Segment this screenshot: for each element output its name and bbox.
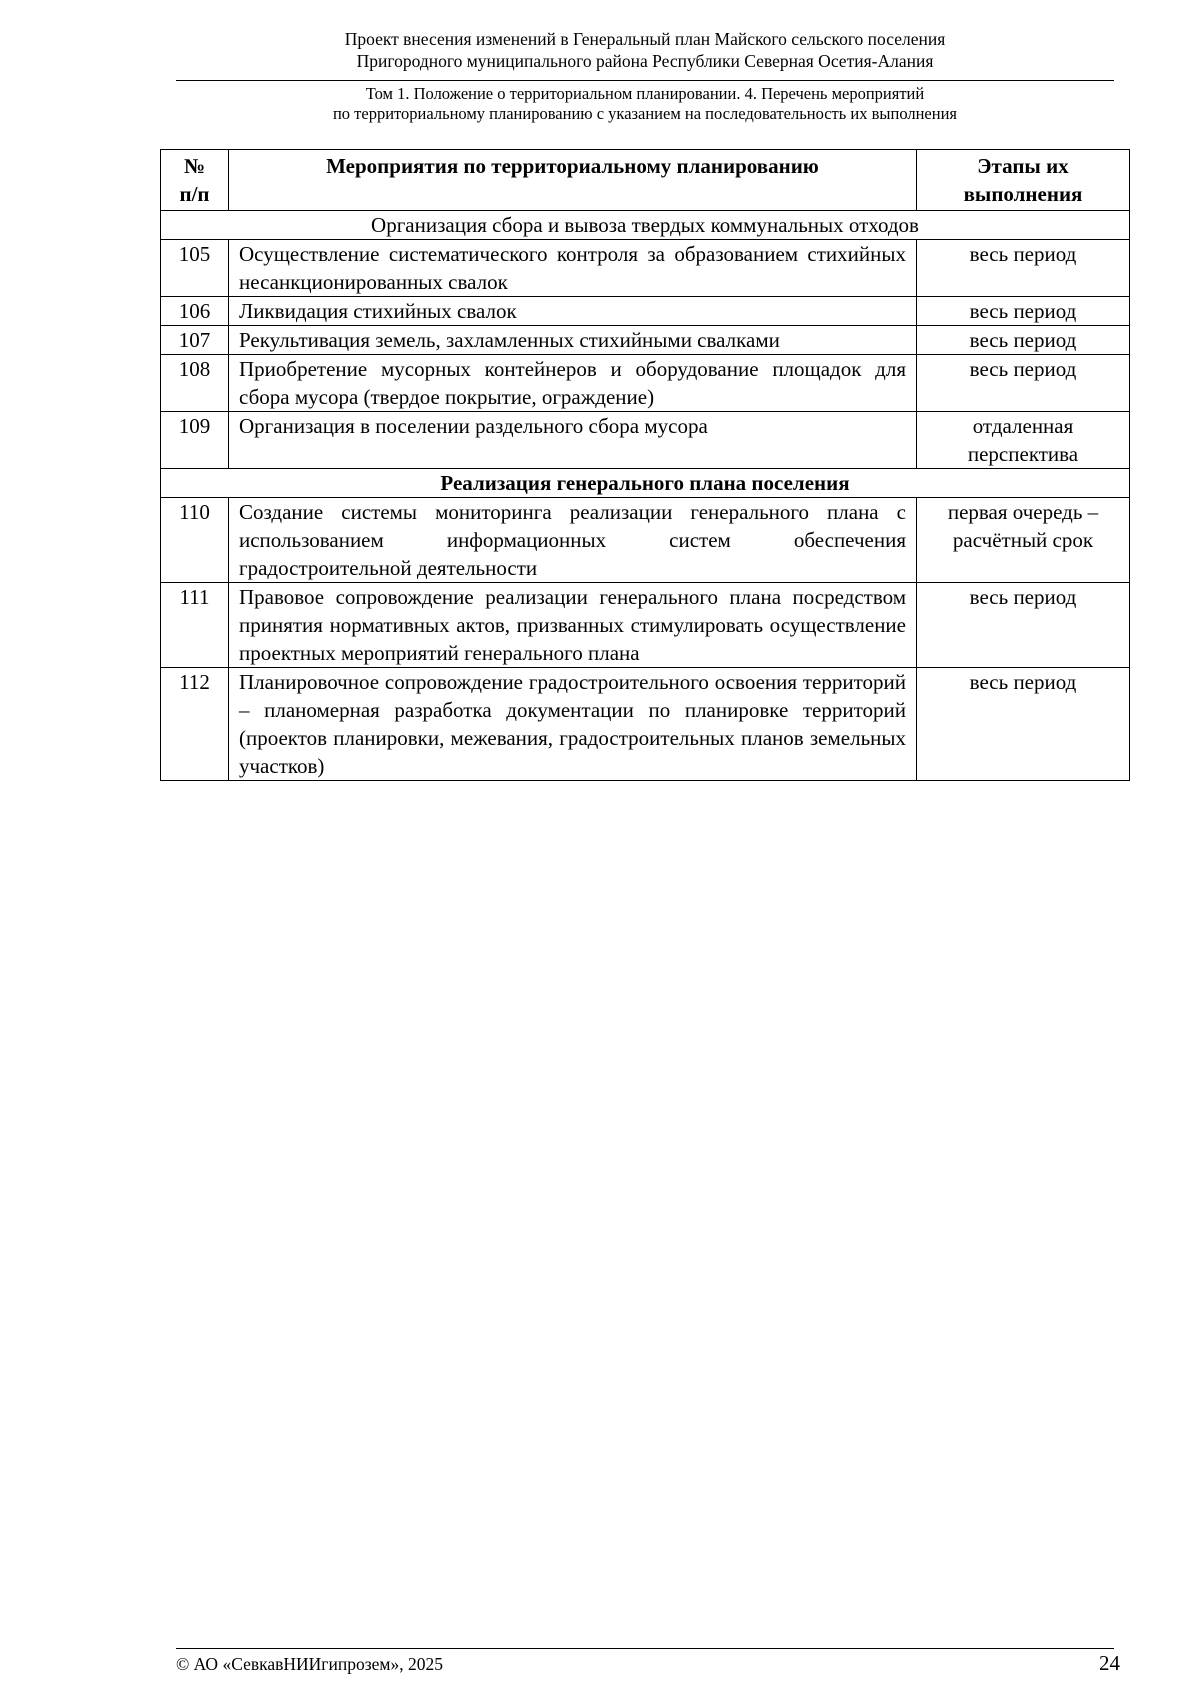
table-row: [161, 297, 1130, 326]
row-stage: весь период: [917, 668, 1130, 781]
header-divider: [176, 80, 1114, 81]
row-stage: весь период: [917, 583, 1130, 668]
table-row: [161, 668, 1130, 781]
document-header: [176, 28, 1114, 72]
header-title-line-1: Проект внесения изменений в Генеральный план Майского сельского поселения: [344, 29, 946, 49]
section-title: Организация сбора и вывоза твердых коммунальных отходов: [161, 211, 1130, 240]
row-measure-text: Планировочное сопровождение градостроительного освоения территорий – планомерная разработка документации по планировке территорий (проектов планировки, межевания, градостроительных планов земельных участков): [229, 668, 917, 781]
row-number: 110: [161, 498, 229, 583]
row-stage: весь период: [917, 326, 1130, 355]
row-number: 105: [161, 240, 229, 297]
row-stage: весь период: [917, 355, 1130, 412]
section-title: Реализация генерального плана поселения: [161, 469, 1130, 498]
section-row: [161, 469, 1130, 498]
measures-table: [160, 149, 1130, 781]
page-number: 24: [1099, 1651, 1120, 1675]
table-row: [161, 583, 1130, 668]
table-row: [161, 355, 1130, 412]
row-measure-text: Создание системы мониторинга реализации генерального плана с использованием информационных систем обеспечения градостроительной деятельности: [229, 498, 917, 583]
table-row: [161, 412, 1130, 469]
row-measure-text: Организация в поселении раздельного сбора мусора: [229, 412, 917, 469]
row-measure-text: Осуществление систематического контроля за образованием стихийных несанкционированных свалок: [229, 240, 917, 297]
column-header-stage-line-1: Этапы их: [977, 154, 1069, 178]
row-measure-text: Рекультивация земель, захламленных стихийными свалками: [229, 326, 917, 355]
column-header-number-line-1: №: [183, 154, 206, 178]
row-stage: первая очередь – расчётный срок: [917, 498, 1130, 583]
table-row: [161, 326, 1130, 355]
section-row: [161, 211, 1130, 240]
column-header-measure: Мероприятия по территориальному планированию: [229, 150, 917, 211]
footer-copyright: © АО «СевкавНИИгипрозем», 2025: [176, 1654, 443, 1674]
row-measure-text: Правовое сопровождение реализации генерального плана посредством принятия нормативных актов, призванных стимулировать осуществление проектных мероприятий генерального плана: [229, 583, 917, 668]
row-number: 106: [161, 297, 229, 326]
table-row: [161, 240, 1130, 297]
column-header-number: [161, 150, 229, 211]
column-header-stage-line-2: выполнения: [963, 182, 1083, 206]
row-number: 112: [161, 668, 229, 781]
row-measure-text: Ликвидация стихийных свалок: [229, 297, 917, 326]
table-body: [161, 211, 1130, 781]
row-number: 109: [161, 412, 229, 469]
row-number: 108: [161, 355, 229, 412]
subheader-line-2: по территориальному планированию с указанием на последовательность их выполнения: [332, 104, 958, 123]
column-header-stage: [917, 150, 1130, 211]
subheader-line-1: Том 1. Положение о территориальном планировании. 4. Перечень мероприятий: [365, 84, 925, 103]
row-stage: отдаленная перспектива: [917, 412, 1130, 469]
row-number: 107: [161, 326, 229, 355]
footer-divider: [176, 1648, 1114, 1649]
column-header-number-line-2: п/п: [179, 182, 210, 206]
document-subheader: [176, 84, 1114, 124]
row-number: 111: [161, 583, 229, 668]
row-stage: весь период: [917, 240, 1130, 297]
header-title-line-2: Пригородного муниципального района Республики Северная Осетия-Алания: [356, 51, 934, 71]
table-row: [161, 498, 1130, 583]
row-measure-text: Приобретение мусорных контейнеров и оборудование площадок для сбора мусора (твердое покрытие, ограждение): [229, 355, 917, 412]
table-header-row: [161, 150, 1130, 211]
row-stage: весь период: [917, 297, 1130, 326]
